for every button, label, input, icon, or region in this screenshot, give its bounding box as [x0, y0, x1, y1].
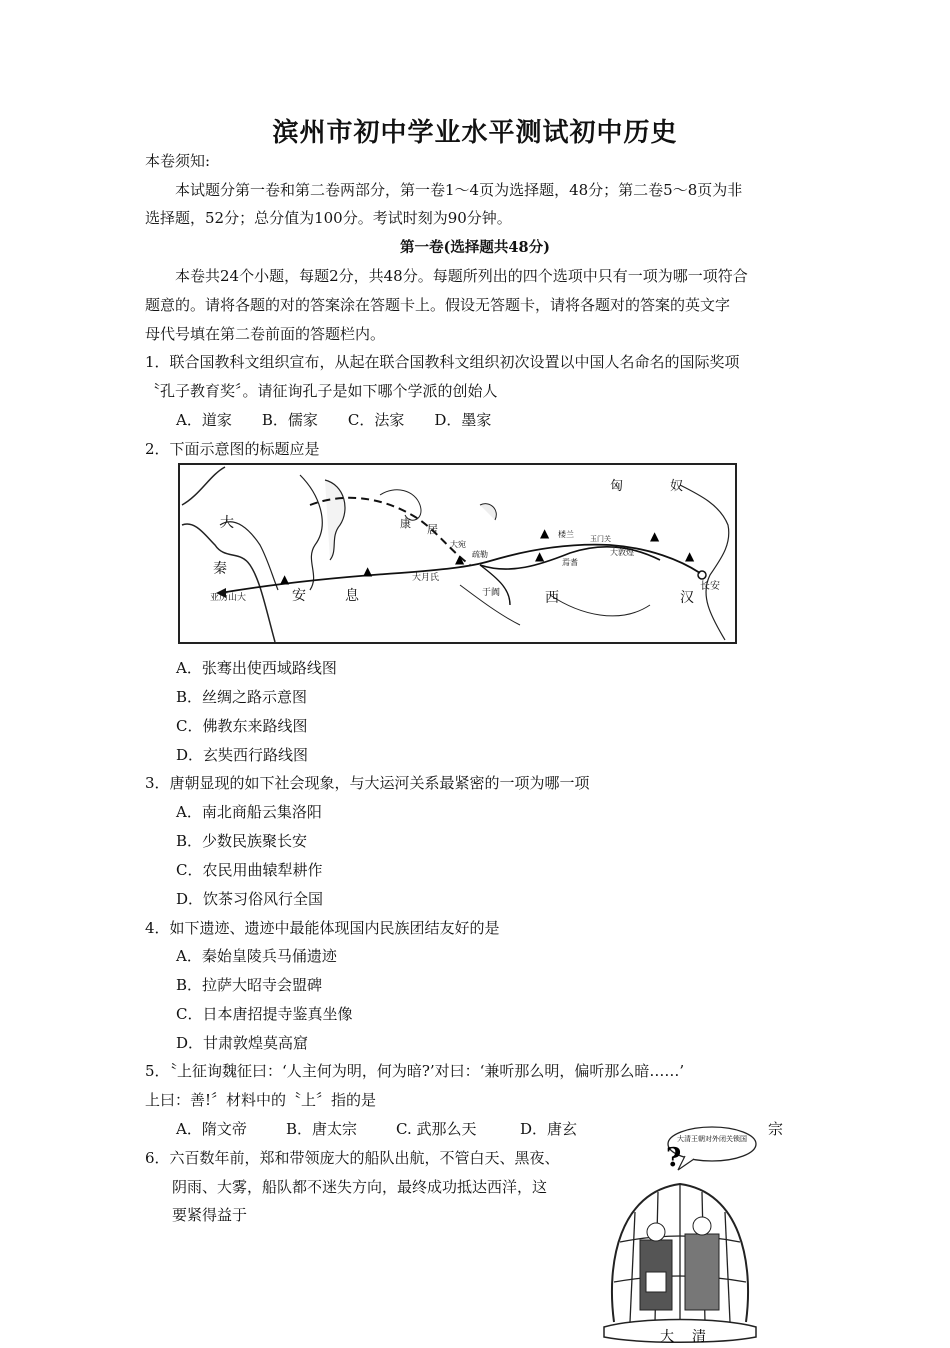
question-5-stem: 上曰：善!〞材料中的〝上〞指的是	[145, 1091, 377, 1109]
section-instruction-line: 母代号填在第二卷前面的答题栏内。	[145, 325, 386, 343]
svg-text:▲: ▲	[455, 552, 465, 566]
question-4-option: B．拉萨大昭寺会盟碑	[176, 976, 323, 994]
question-1-stem: 〝孔子教育奖〞。请征询孔子是如下哪个学派的创始人	[145, 382, 498, 400]
intro-line: 本试题分第一卷和第二卷两部分，第一卷1～4页为选择题，48分；第二卷5～8页为非	[175, 181, 743, 199]
section-instruction-line: 题意的。请将各题的对的答案涂在答题卡上。假设无答题卡，请将各题对的答案的英文字	[145, 296, 731, 314]
map-label: 居	[427, 523, 438, 536]
question-5-option: A．隋文帝	[176, 1120, 247, 1138]
map-label: 汉	[680, 590, 694, 606]
map-label: 匈	[610, 479, 624, 494]
question-3-option: D．饮茶习俗风行全国	[176, 890, 324, 908]
question-3-option: C．农民用曲辕犁耕作	[176, 861, 323, 879]
cartoon-base-text: 大	[660, 1329, 674, 1344]
map-label: 安	[292, 588, 306, 604]
svg-text:▲: ▲	[685, 549, 695, 563]
question-3-stem: 3．唐朝显现的如下社会现象，与大运河关系最紧密的一项为哪一项	[145, 774, 590, 792]
map-label: 长安	[700, 581, 720, 592]
question-4-option: A．秦始皇陵兵马俑遗迹	[176, 947, 337, 965]
map-label: 于阗	[482, 588, 501, 598]
map-drawing	[180, 465, 735, 642]
intro-line: 选择题，52分；总分值为100分。考试时刻为90分钟。	[145, 209, 512, 227]
question-6-stem: 6．六百数年前，郑和带领庞大的船队出航，不管白天、黑夜、	[145, 1149, 560, 1167]
cartoon-speech: 大清王朝对外闭关锁国	[677, 1135, 747, 1143]
question-5-option: B．唐太宗	[286, 1120, 358, 1138]
question-2-stem: 2．下面示意图的标题应是	[145, 440, 320, 458]
section-instruction-line: 本卷共24个小题，每题2分，共48分。每题所列出的四个选项中只有一项为哪一项符合	[175, 267, 748, 285]
map-label: 大月氏	[412, 573, 440, 583]
question-1-options: A．道家 B．儒家 C．法家 D．墨家	[176, 411, 492, 429]
map-label: 大宛	[450, 540, 466, 549]
question-1-stem: 1．联合国教科文组织宣布，从起在联合国教科文组织初次设置以中国人名命名的国际奖项	[145, 353, 740, 371]
question-5-option-continued: 宗	[768, 1120, 784, 1138]
question-4-option: D．甘肃敦煌莫高窟	[176, 1034, 309, 1052]
map-label: 大敦煌	[610, 548, 634, 557]
svg-text:▲: ▲	[363, 564, 373, 578]
svg-text:▲: ▲	[540, 526, 550, 540]
section-heading: 第一卷(选择题共48分)	[400, 239, 550, 256]
silk-road-map	[178, 463, 737, 644]
question-6-stem: 要紧得益于	[172, 1206, 248, 1224]
map-label: 康	[400, 517, 411, 530]
map-label: 玉门关	[590, 535, 611, 543]
notice-label: 本卷须知:	[145, 152, 211, 170]
question-4-option: C．日本唐招提寺鉴真坐像	[176, 1005, 353, 1023]
question-3-option: B．少数民族聚长安	[176, 832, 308, 850]
svg-text:?: ?	[666, 1143, 682, 1173]
map-label: 楼兰	[558, 530, 574, 539]
question-2-option: B．丝绸之路示意图	[176, 688, 308, 706]
question-5-option: C. 武那么天	[396, 1120, 477, 1138]
map-label: 亚历山大	[210, 593, 247, 603]
map-label: 西	[545, 590, 559, 606]
map-label: 息	[345, 588, 359, 604]
question-5-stem: 5．〝上征询魏征曰：‘人主何为明，何为暗?’对曰：‘兼听那么明，偏听那么暗……’	[145, 1062, 685, 1080]
question-6-stem: 阴雨、大雾，船队都不迷失方向，最终成功抵达西洋，这	[172, 1178, 548, 1196]
svg-text:▲: ▲	[535, 549, 545, 563]
map-label: 大	[220, 515, 234, 531]
page-title: 滨州市初中学业水平测试初中历史	[272, 118, 678, 148]
svg-text:▲: ▲	[650, 529, 660, 543]
svg-text:▲: ▲	[280, 572, 290, 586]
question-2-option: A．张骞出使西域路线图	[176, 659, 337, 677]
question-2-option: C．佛教东来路线图	[176, 717, 308, 735]
map-label: 焉耆	[562, 558, 578, 567]
question-4-stem: 4．如下遗迹、遗迹中最能体现国内民族团结友好的是	[145, 919, 500, 937]
map-label: 奴	[670, 479, 684, 494]
question-3-option: A．南北商船云集洛阳	[176, 803, 322, 821]
map-label: 秦	[213, 561, 227, 577]
map-label: 疏勒	[472, 550, 488, 559]
question-2-option: D．玄奘西行路线图	[176, 746, 309, 764]
cartoon-base-text: 清	[692, 1329, 706, 1344]
question-5-option: D．唐玄	[520, 1120, 578, 1138]
birdcage-cartoon	[600, 1122, 760, 1344]
